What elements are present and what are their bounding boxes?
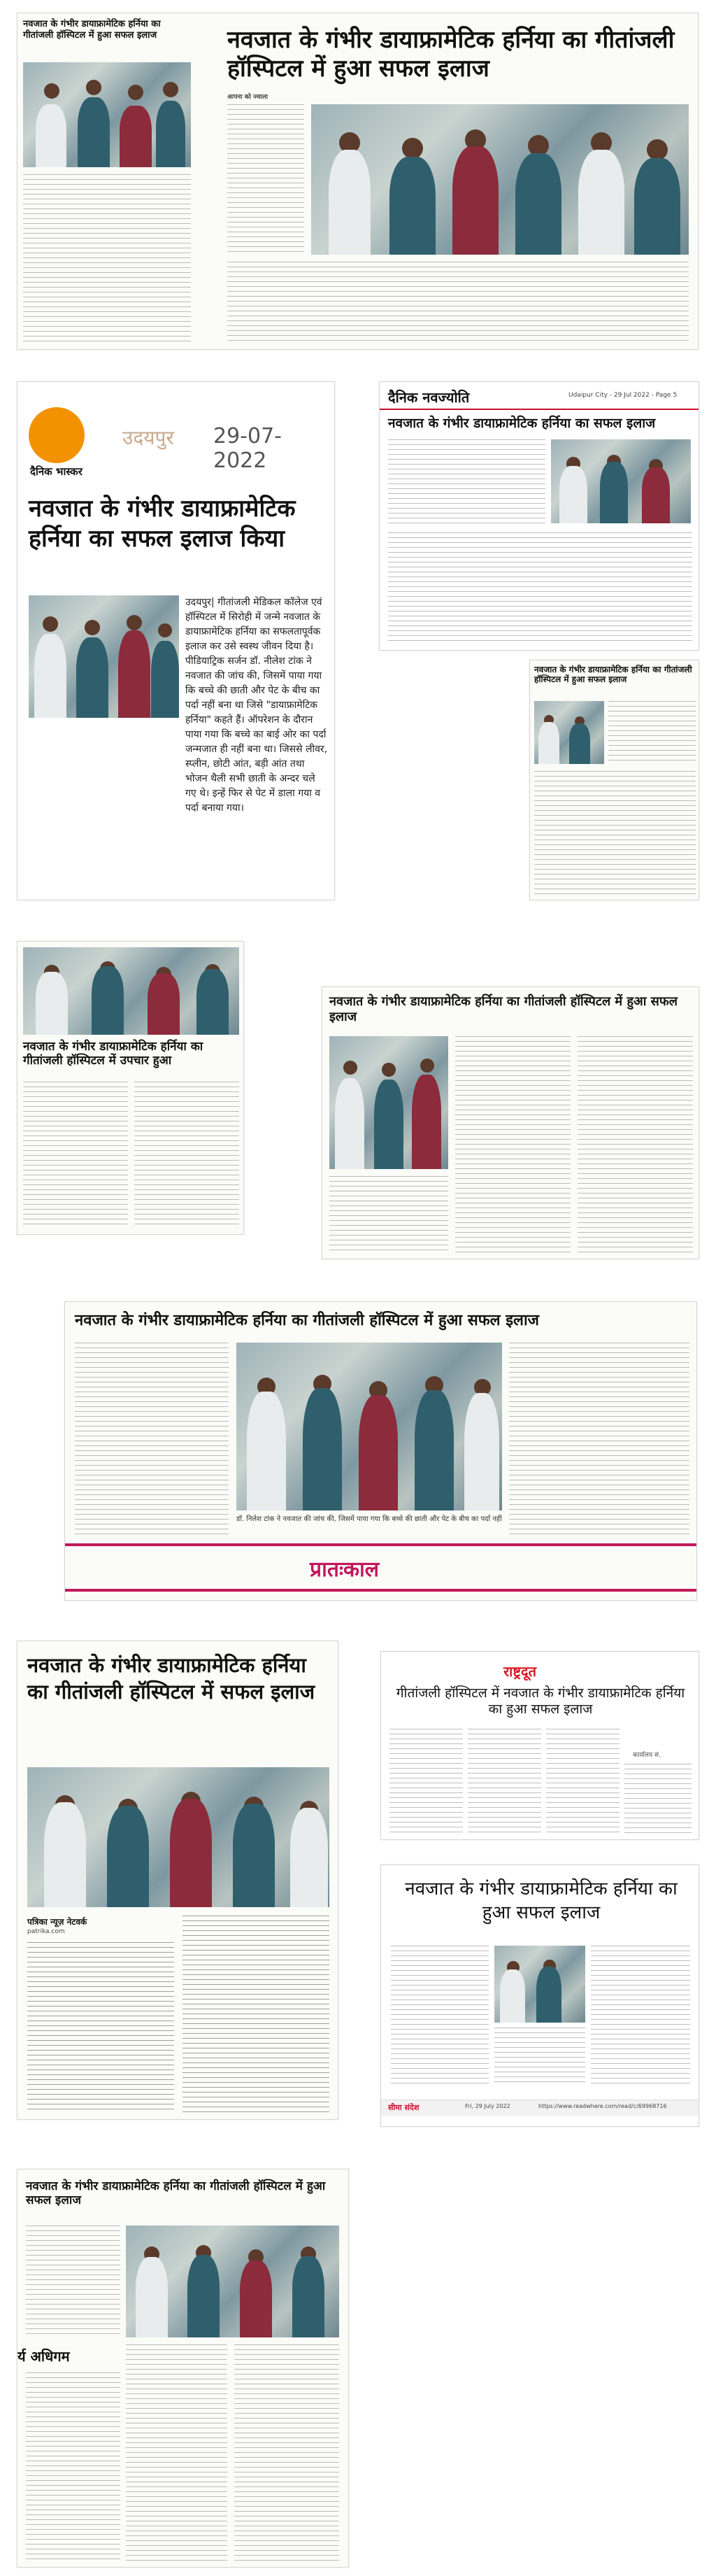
clip-4-photo (534, 701, 604, 764)
clip-3-col-1 (388, 439, 545, 527)
clip-1-left-text (23, 174, 191, 342)
clip-6-headline: नवजात के गंभीर डायाफ्रामेटिक हर्निया का गीतांजली हॉस्पिटल में हुआ सफल इलाज (329, 994, 678, 1024)
clip-1-photo (311, 104, 689, 255)
clip-10-col-3 (591, 1946, 690, 2086)
clip-9-col-1 (389, 1729, 463, 1834)
clip-2-headline: नवजात के गंभीर डायाफ्रामेटिक हर्निया का सफल इलाज किया (29, 495, 296, 553)
clip-9 (380, 1651, 699, 1840)
clip-7-bar (65, 1543, 696, 1546)
clip-5-col-2 (134, 1082, 239, 1229)
clip-3-photo (551, 439, 691, 523)
clip-4 (529, 660, 699, 900)
clip-7-bar-bottom (65, 1589, 696, 1592)
clip-5 (17, 941, 244, 1235)
clip-7-col-1 (75, 1343, 229, 1538)
clip-2-photo (29, 595, 179, 718)
clip-5-headline: नवजात के गंभीर डायाफ्रामेटिक हर्निया का गीतांजली हॉस्पिटल में उपचार हुआ (23, 1040, 203, 1068)
clip-4-col-1 (608, 701, 696, 764)
clip-8-photo (27, 1767, 329, 1907)
clip-9-headline: गीतांजली हॉस्पिटल में नवजात के गंभीर डायाफ्रामेटिक हर्निया का हुआ सफल इलाज (396, 1685, 685, 1717)
clip-7-footer-masthead: प्रातःकाल (310, 1557, 380, 1582)
clip-2-date: 29-07-2022 (213, 424, 282, 473)
clip-6-col-1 (455, 1036, 571, 1253)
clip-1-col-2 (227, 262, 689, 342)
clip-3-masthead: दैनिक नवज्योति (388, 389, 470, 406)
clip-1-headline: नवजात के गंभीर डायाफ्रामेटिक हर्निया का गीतांजली हॉस्पिटल में हुआ सफल इलाज (227, 26, 675, 83)
clip-1-byline: आपना को ज्वाला (227, 94, 268, 101)
clip-11-headline: नवजात के गंभीर डायाफ्रामेटिक हर्निया का गीतांजली हॉस्पिटल में हुआ सफल इलाज (26, 2179, 326, 2208)
clip-2-city: उदयपुर (122, 426, 174, 449)
clip-1-left-photo (23, 62, 191, 167)
clip-3-rule (380, 409, 699, 410)
clip-8-site: patrika.com (27, 1928, 65, 1935)
clip-7 (64, 1301, 697, 1601)
clip-2 (17, 381, 335, 900)
clip-5-photo (23, 947, 239, 1035)
clip-3 (379, 381, 699, 651)
clip-10-footer-date: Fri, 29 July 2022 (465, 2103, 510, 2109)
clip-10-col-2 (494, 2027, 585, 2086)
clip-10-photo (494, 1946, 585, 2023)
clip-9-col-3 (546, 1729, 620, 1834)
clip-9-col-2 (468, 1729, 541, 1834)
clip-10-headline: नवजात के गंभीर डायाफ्रामेटिक हर्निया का हुआ सफल इलाज (405, 1878, 678, 1923)
clip-2-masthead: दैनिक भास्कर (30, 465, 83, 478)
clip-6-col-2 (578, 1036, 693, 1253)
clip-10-footer-masthead: सीमा संदेश (388, 2103, 420, 2112)
clip-11-col-3 (126, 2344, 227, 2561)
clip-11-col-1 (26, 2225, 120, 2337)
clip-10 (380, 1864, 699, 2127)
clip-1 (17, 13, 699, 350)
clip-7-caption: डॉ. निलेश टांक ने नवजात की जांच की, जिसमें पाया गया कि बच्चे की छाती और पेट के बीच का पर्दा नहीं (236, 1515, 502, 1523)
clip-1-col-1 (227, 104, 304, 255)
clip-1-left-headline: नवजात के गंभीर डायाफ्रामेटिक हर्निया का गीतांजली हॉस्पिटल में हुआ सफल इलाज (23, 19, 161, 41)
clip-3-col-2 (388, 532, 692, 644)
clip-8-col-1 (27, 1942, 174, 2114)
clip-11-col-2 (26, 2372, 120, 2561)
clip-6-col-3 (329, 1176, 448, 1253)
clip-7-headline: नवजात के गंभीर डायाफ्रामेटिक हर्निया का गीतांजली हॉस्पिटल में हुआ सफल इलाज (75, 1312, 539, 1329)
bhaskar-logo (29, 407, 85, 463)
clip-4-col-2 (534, 771, 696, 896)
clip-9-masthead: राष्ट्रदूत (503, 1663, 537, 1680)
clip-2-body: उदयपुर| गीतांजली मेडिकल कॉलेज एवं हॉस्पिटल में सिरोही में जन्मे नवजात के डायाफ्रामेटिक हर्निया का सफलतापूर्वक इलाज कर उसे स्वस्थ जीवन दिया है। पीडियाट्रिक सर्जन डॉ. नीलेश टांक ने नवजात की जांच की, जिसमें पाया गया कि बच्चे की छाती और पेट के बीच का पर्दा नहीं बना था जिसे "डायाफ्रामेटिक हर्निया" कहते हैं। ऑपरेशन के दौरान पाया गया कि बच्चे का बाई ओर का पर्दा जन्मजात ही नहीं बना था। जिससे लीवर, स्प्लीन, छोटी आंत, बड़ी आंत तथा भोजन थैली सभी छाती के अन्दर चले गए थे। इन्हें फिर से पेट में डाला गया व पर्दा बनाया गया। (185, 597, 328, 814)
clip-7-col-2 (509, 1343, 689, 1538)
clip-11 (17, 2169, 349, 2568)
clip-4-headline: नवजात के गंभीर डायाफ्रामेटिक हर्निया का गीतांजली हॉस्पिटल में हुआ सफल इलाज (534, 665, 692, 685)
clip-8-agency: पत्रिका न्यूज़ नेटवर्क (27, 1917, 87, 1927)
clip-5-col-1 (23, 1082, 128, 1229)
clip-8-headline: नवजात के गंभीर डायाफ्रामेटिक हर्निया का गीतांजली हॉस्पिटल में सफल इलाज (27, 1653, 315, 1704)
clip-7-photo (236, 1343, 502, 1510)
clip-6 (322, 986, 699, 1259)
clip-8-col-2 (182, 1916, 329, 2114)
clip-6-photo (329, 1036, 448, 1169)
clip-11-col-4 (234, 2344, 339, 2561)
clip-10-col-1 (391, 1946, 489, 2086)
clip-11-photo (126, 2225, 339, 2337)
clip-3-edition: Udaipur City - 29 Jul 2022 - Page 5 (568, 392, 678, 399)
clip-11-side-heading: र्य अधिगम (17, 2348, 70, 2365)
clip-10-footer-url: https://www.readwhere.com/read/c/69968716 (538, 2103, 667, 2109)
clip-8 (17, 1641, 338, 2120)
clip-3-headline: नवजात के गंभीर डायाफ्रामेटिक हर्निया का सफल इलाज (388, 416, 656, 431)
clip-9-col-4 (624, 1764, 692, 1834)
clip-9-byline: कार्यालय सं. (633, 1752, 661, 1759)
